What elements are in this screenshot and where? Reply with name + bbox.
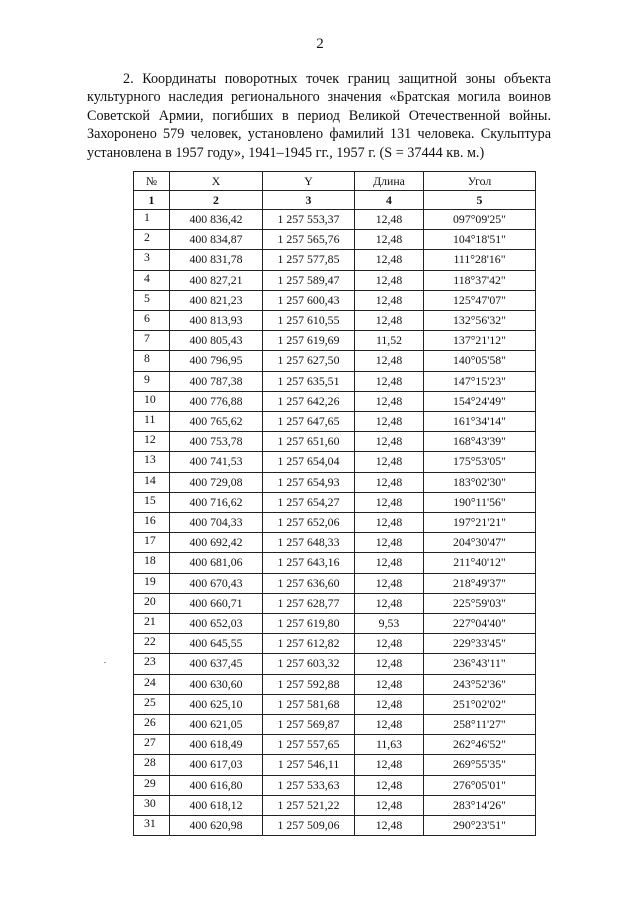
point-number-cell: 15 [134, 492, 170, 512]
x-coordinate-cell: 400 625,10 [170, 694, 263, 714]
x-coordinate-cell: 400 787,38 [170, 371, 263, 391]
table-row [134, 371, 536, 391]
point-number-cell: 27 [134, 735, 170, 755]
table-row [134, 230, 536, 250]
x-coordinate-cell: 400 618,49 [170, 735, 263, 755]
point-number-cell: 8 [134, 351, 170, 371]
point-number-cell: 1 [134, 210, 170, 230]
table-row [134, 432, 536, 452]
length-cell: 12,48 [355, 391, 424, 411]
length-cell: 12,48 [355, 432, 424, 452]
angle-cell: 183°02'30" [424, 472, 536, 492]
point-number-cell: 13 [134, 452, 170, 472]
table-row [134, 331, 536, 351]
length-cell: 12,48 [355, 755, 424, 775]
angle-cell: 236°43'11" [424, 654, 536, 674]
x-coordinate-cell: 400 831,78 [170, 250, 263, 270]
angle-cell: 276°05'01" [424, 775, 536, 795]
point-number-cell: 9 [134, 371, 170, 391]
angle-cell: 290°23'51" [424, 816, 536, 836]
length-cell: 9,53 [355, 614, 424, 634]
header-number: № [134, 172, 170, 191]
length-cell: 12,48 [355, 230, 424, 250]
point-number-cell: 14 [134, 472, 170, 492]
x-coordinate-cell: 400 776,88 [170, 391, 263, 411]
length-cell: 12,48 [355, 371, 424, 391]
angle-cell: 154°24'49" [424, 391, 536, 411]
table-row [134, 553, 536, 573]
table-row [134, 472, 536, 492]
length-cell: 12,48 [355, 694, 424, 714]
y-coordinate-cell: 1 257 648,33 [263, 533, 355, 553]
angle-cell: 227°04'40" [424, 614, 536, 634]
table-row [134, 533, 536, 553]
y-coordinate-cell: 1 257 612,82 [263, 634, 355, 654]
x-coordinate-cell: 400 630,60 [170, 674, 263, 694]
length-cell: 12,48 [355, 593, 424, 613]
table-row [134, 513, 536, 533]
x-coordinate-cell: 400 621,05 [170, 715, 263, 735]
table-body [134, 210, 536, 836]
table-row [134, 412, 536, 432]
x-coordinate-cell: 400 620,98 [170, 816, 263, 836]
length-cell: 12,48 [355, 715, 424, 735]
y-coordinate-cell: 1 257 577,85 [263, 250, 355, 270]
y-coordinate-cell: 1 257 592,88 [263, 674, 355, 694]
x-coordinate-cell: 400 741,53 [170, 452, 263, 472]
point-number-cell: 19 [134, 573, 170, 593]
point-number-cell: 6 [134, 311, 170, 331]
x-coordinate-cell: 400 645,55 [170, 634, 263, 654]
table-row [134, 674, 536, 694]
length-cell: 12,48 [355, 250, 424, 270]
length-cell: 12,48 [355, 654, 424, 674]
coordinates-table [133, 171, 536, 836]
point-number-cell: 30 [134, 795, 170, 815]
y-coordinate-cell: 1 257 654,04 [263, 452, 355, 472]
x-coordinate-cell: 400 637,45 [170, 654, 263, 674]
angle-cell: 218°49'37" [424, 573, 536, 593]
length-cell: 12,48 [355, 311, 424, 331]
header-y: Y [263, 172, 355, 191]
x-coordinate-cell: 400 827,21 [170, 270, 263, 290]
length-cell: 12,48 [355, 452, 424, 472]
angle-cell: 251°02'02" [424, 694, 536, 714]
header-x: X [170, 172, 263, 191]
x-coordinate-cell: 400 652,03 [170, 614, 263, 634]
angle-cell: 111°28'16" [424, 250, 536, 270]
section-paragraph [87, 70, 551, 162]
point-number-cell: 12 [134, 432, 170, 452]
table-row [134, 593, 536, 613]
angle-cell: 140°05'58" [424, 351, 536, 371]
x-coordinate-cell: 400 813,93 [170, 311, 263, 331]
point-number-cell: 18 [134, 553, 170, 573]
point-number-cell: 25 [134, 694, 170, 714]
x-coordinate-cell: 400 681,06 [170, 553, 263, 573]
length-cell: 12,48 [355, 412, 424, 432]
point-number-cell: 5 [134, 290, 170, 310]
length-cell: 12,48 [355, 634, 424, 654]
length-cell: 12,48 [355, 513, 424, 533]
angle-cell: 197°21'21" [424, 513, 536, 533]
point-number-cell: 29 [134, 775, 170, 795]
table-row [134, 290, 536, 310]
angle-cell: 243°52'36" [424, 674, 536, 694]
length-cell: 12,48 [355, 775, 424, 795]
length-cell: 12,48 [355, 816, 424, 836]
table-row [134, 614, 536, 634]
page-number: 2 [316, 36, 324, 52]
angle-cell: 147°15'23" [424, 371, 536, 391]
x-coordinate-cell: 400 805,43 [170, 331, 263, 351]
table-row [134, 735, 536, 755]
length-cell: 12,48 [355, 674, 424, 694]
angle-cell: 190°11'56" [424, 492, 536, 512]
y-coordinate-cell: 1 257 610,55 [263, 311, 355, 331]
length-cell: 12,48 [355, 472, 424, 492]
length-cell: 12,48 [355, 492, 424, 512]
angle-cell: 132°56'32" [424, 311, 536, 331]
length-cell: 11,52 [355, 331, 424, 351]
table-row [134, 351, 536, 371]
x-coordinate-cell: 400 692,42 [170, 533, 263, 553]
y-coordinate-cell: 1 257 628,77 [263, 593, 355, 613]
y-coordinate-cell: 1 257 509,06 [263, 816, 355, 836]
header-angle: Угол [424, 172, 536, 191]
point-number-cell: 26 [134, 715, 170, 735]
y-coordinate-cell: 1 257 652,06 [263, 513, 355, 533]
margin-mark [104, 662, 106, 663]
column-number-2: 2 [170, 191, 263, 210]
table-row [134, 573, 536, 593]
angle-cell: 137°21'12" [424, 331, 536, 351]
column-number-1: 1 [134, 191, 170, 210]
table-row [134, 270, 536, 290]
point-number-cell: 11 [134, 412, 170, 432]
angle-cell: 258°11'27" [424, 715, 536, 735]
y-coordinate-cell: 1 257 619,80 [263, 614, 355, 634]
table-row [134, 452, 536, 472]
length-cell: 11,63 [355, 735, 424, 755]
y-coordinate-cell: 1 257 654,93 [263, 472, 355, 492]
x-coordinate-cell: 400 617,03 [170, 755, 263, 775]
y-coordinate-cell: 1 257 603,32 [263, 654, 355, 674]
column-number-4: 4 [355, 191, 424, 210]
length-cell: 12,48 [355, 795, 424, 815]
table-row [134, 654, 536, 674]
x-coordinate-cell: 400 618,12 [170, 795, 263, 815]
length-cell: 12,48 [355, 553, 424, 573]
angle-cell: 211°40'12" [424, 553, 536, 573]
table-row [134, 311, 536, 331]
y-coordinate-cell: 1 257 553,37 [263, 210, 355, 230]
y-coordinate-cell: 1 257 627,50 [263, 351, 355, 371]
y-coordinate-cell: 1 257 557,65 [263, 735, 355, 755]
x-coordinate-cell: 400 616,80 [170, 775, 263, 795]
y-coordinate-cell: 1 257 635,51 [263, 371, 355, 391]
table-row [134, 755, 536, 775]
x-coordinate-cell: 400 834,87 [170, 230, 263, 250]
y-coordinate-cell: 1 257 581,68 [263, 694, 355, 714]
angle-cell: 161°34'14" [424, 412, 536, 432]
x-coordinate-cell: 400 765,62 [170, 412, 263, 432]
paragraph-text: 2. Координаты поворотных точек границ защитной зоны объекта культурного наследия регионального значения «Братская могила воинов Советской Армии, погибших в период Великой Отечественной войны. Захоронено 579 человек, установлено фамилий 131 человека. Скульптура установлена в 1957 году», 1941–1945 гг., 1957 г. (S = 37444 кв. м.) [87, 71, 551, 161]
angle-cell: 097°09'25" [424, 210, 536, 230]
y-coordinate-cell: 1 257 643,16 [263, 553, 355, 573]
x-coordinate-cell: 400 660,71 [170, 593, 263, 613]
point-number-cell: 20 [134, 593, 170, 613]
point-number-cell: 22 [134, 634, 170, 654]
table-row [134, 391, 536, 411]
table-row [134, 775, 536, 795]
angle-cell: 229°33'45" [424, 634, 536, 654]
y-coordinate-cell: 1 257 619,69 [263, 331, 355, 351]
table-row [134, 816, 536, 836]
x-coordinate-cell: 400 670,43 [170, 573, 263, 593]
y-coordinate-cell: 1 257 642,26 [263, 391, 355, 411]
table-row [134, 715, 536, 735]
point-number-cell: 7 [134, 331, 170, 351]
angle-cell: 225°59'03" [424, 593, 536, 613]
x-coordinate-cell: 400 704,33 [170, 513, 263, 533]
point-number-cell: 17 [134, 533, 170, 553]
table-row [134, 795, 536, 815]
x-coordinate-cell: 400 753,78 [170, 432, 263, 452]
point-number-cell: 23 [134, 654, 170, 674]
length-cell: 12,48 [355, 290, 424, 310]
point-number-cell: 16 [134, 513, 170, 533]
y-coordinate-cell: 1 257 533,63 [263, 775, 355, 795]
x-coordinate-cell: 400 821,23 [170, 290, 263, 310]
y-coordinate-cell: 1 257 600,43 [263, 290, 355, 310]
x-coordinate-cell: 400 729,08 [170, 472, 263, 492]
y-coordinate-cell: 1 257 546,11 [263, 755, 355, 775]
length-cell: 12,48 [355, 210, 424, 230]
angle-cell: 175°53'05" [424, 452, 536, 472]
table-row [134, 634, 536, 654]
angle-cell: 118°37'42" [424, 270, 536, 290]
angle-cell: 104°18'51" [424, 230, 536, 250]
y-coordinate-cell: 1 257 589,47 [263, 270, 355, 290]
point-number-cell: 31 [134, 816, 170, 836]
y-coordinate-cell: 1 257 569,87 [263, 715, 355, 735]
y-coordinate-cell: 1 257 647,65 [263, 412, 355, 432]
length-cell: 12,48 [355, 533, 424, 553]
angle-cell: 283°14'26" [424, 795, 536, 815]
table-row [134, 250, 536, 270]
point-number-cell: 4 [134, 270, 170, 290]
length-cell: 12,48 [355, 573, 424, 593]
length-cell: 12,48 [355, 270, 424, 290]
point-number-cell: 10 [134, 391, 170, 411]
y-coordinate-cell: 1 257 636,60 [263, 573, 355, 593]
y-coordinate-cell: 1 257 651,60 [263, 432, 355, 452]
x-coordinate-cell: 400 796,95 [170, 351, 263, 371]
table-row [134, 210, 536, 230]
table-row [134, 492, 536, 512]
y-coordinate-cell: 1 257 521,22 [263, 795, 355, 815]
point-number-cell: 2 [134, 230, 170, 250]
column-number-5: 5 [424, 191, 536, 210]
point-number-cell: 21 [134, 614, 170, 634]
angle-cell: 269°55'35" [424, 755, 536, 775]
column-number-3: 3 [263, 191, 355, 210]
angle-cell: 204°30'47" [424, 533, 536, 553]
point-number-cell: 28 [134, 755, 170, 775]
angle-cell: 262°46'52" [424, 735, 536, 755]
length-cell: 12,48 [355, 351, 424, 371]
table-row [134, 694, 536, 714]
x-coordinate-cell: 400 716,62 [170, 492, 263, 512]
table-column-number-row [134, 191, 536, 210]
header-length: Длина [355, 172, 424, 191]
point-number-cell: 24 [134, 674, 170, 694]
table-header-row [134, 172, 536, 191]
point-number-cell: 3 [134, 250, 170, 270]
angle-cell: 125°47'07" [424, 290, 536, 310]
y-coordinate-cell: 1 257 654,27 [263, 492, 355, 512]
x-coordinate-cell: 400 836,42 [170, 210, 263, 230]
y-coordinate-cell: 1 257 565,76 [263, 230, 355, 250]
angle-cell: 168°43'39" [424, 432, 536, 452]
